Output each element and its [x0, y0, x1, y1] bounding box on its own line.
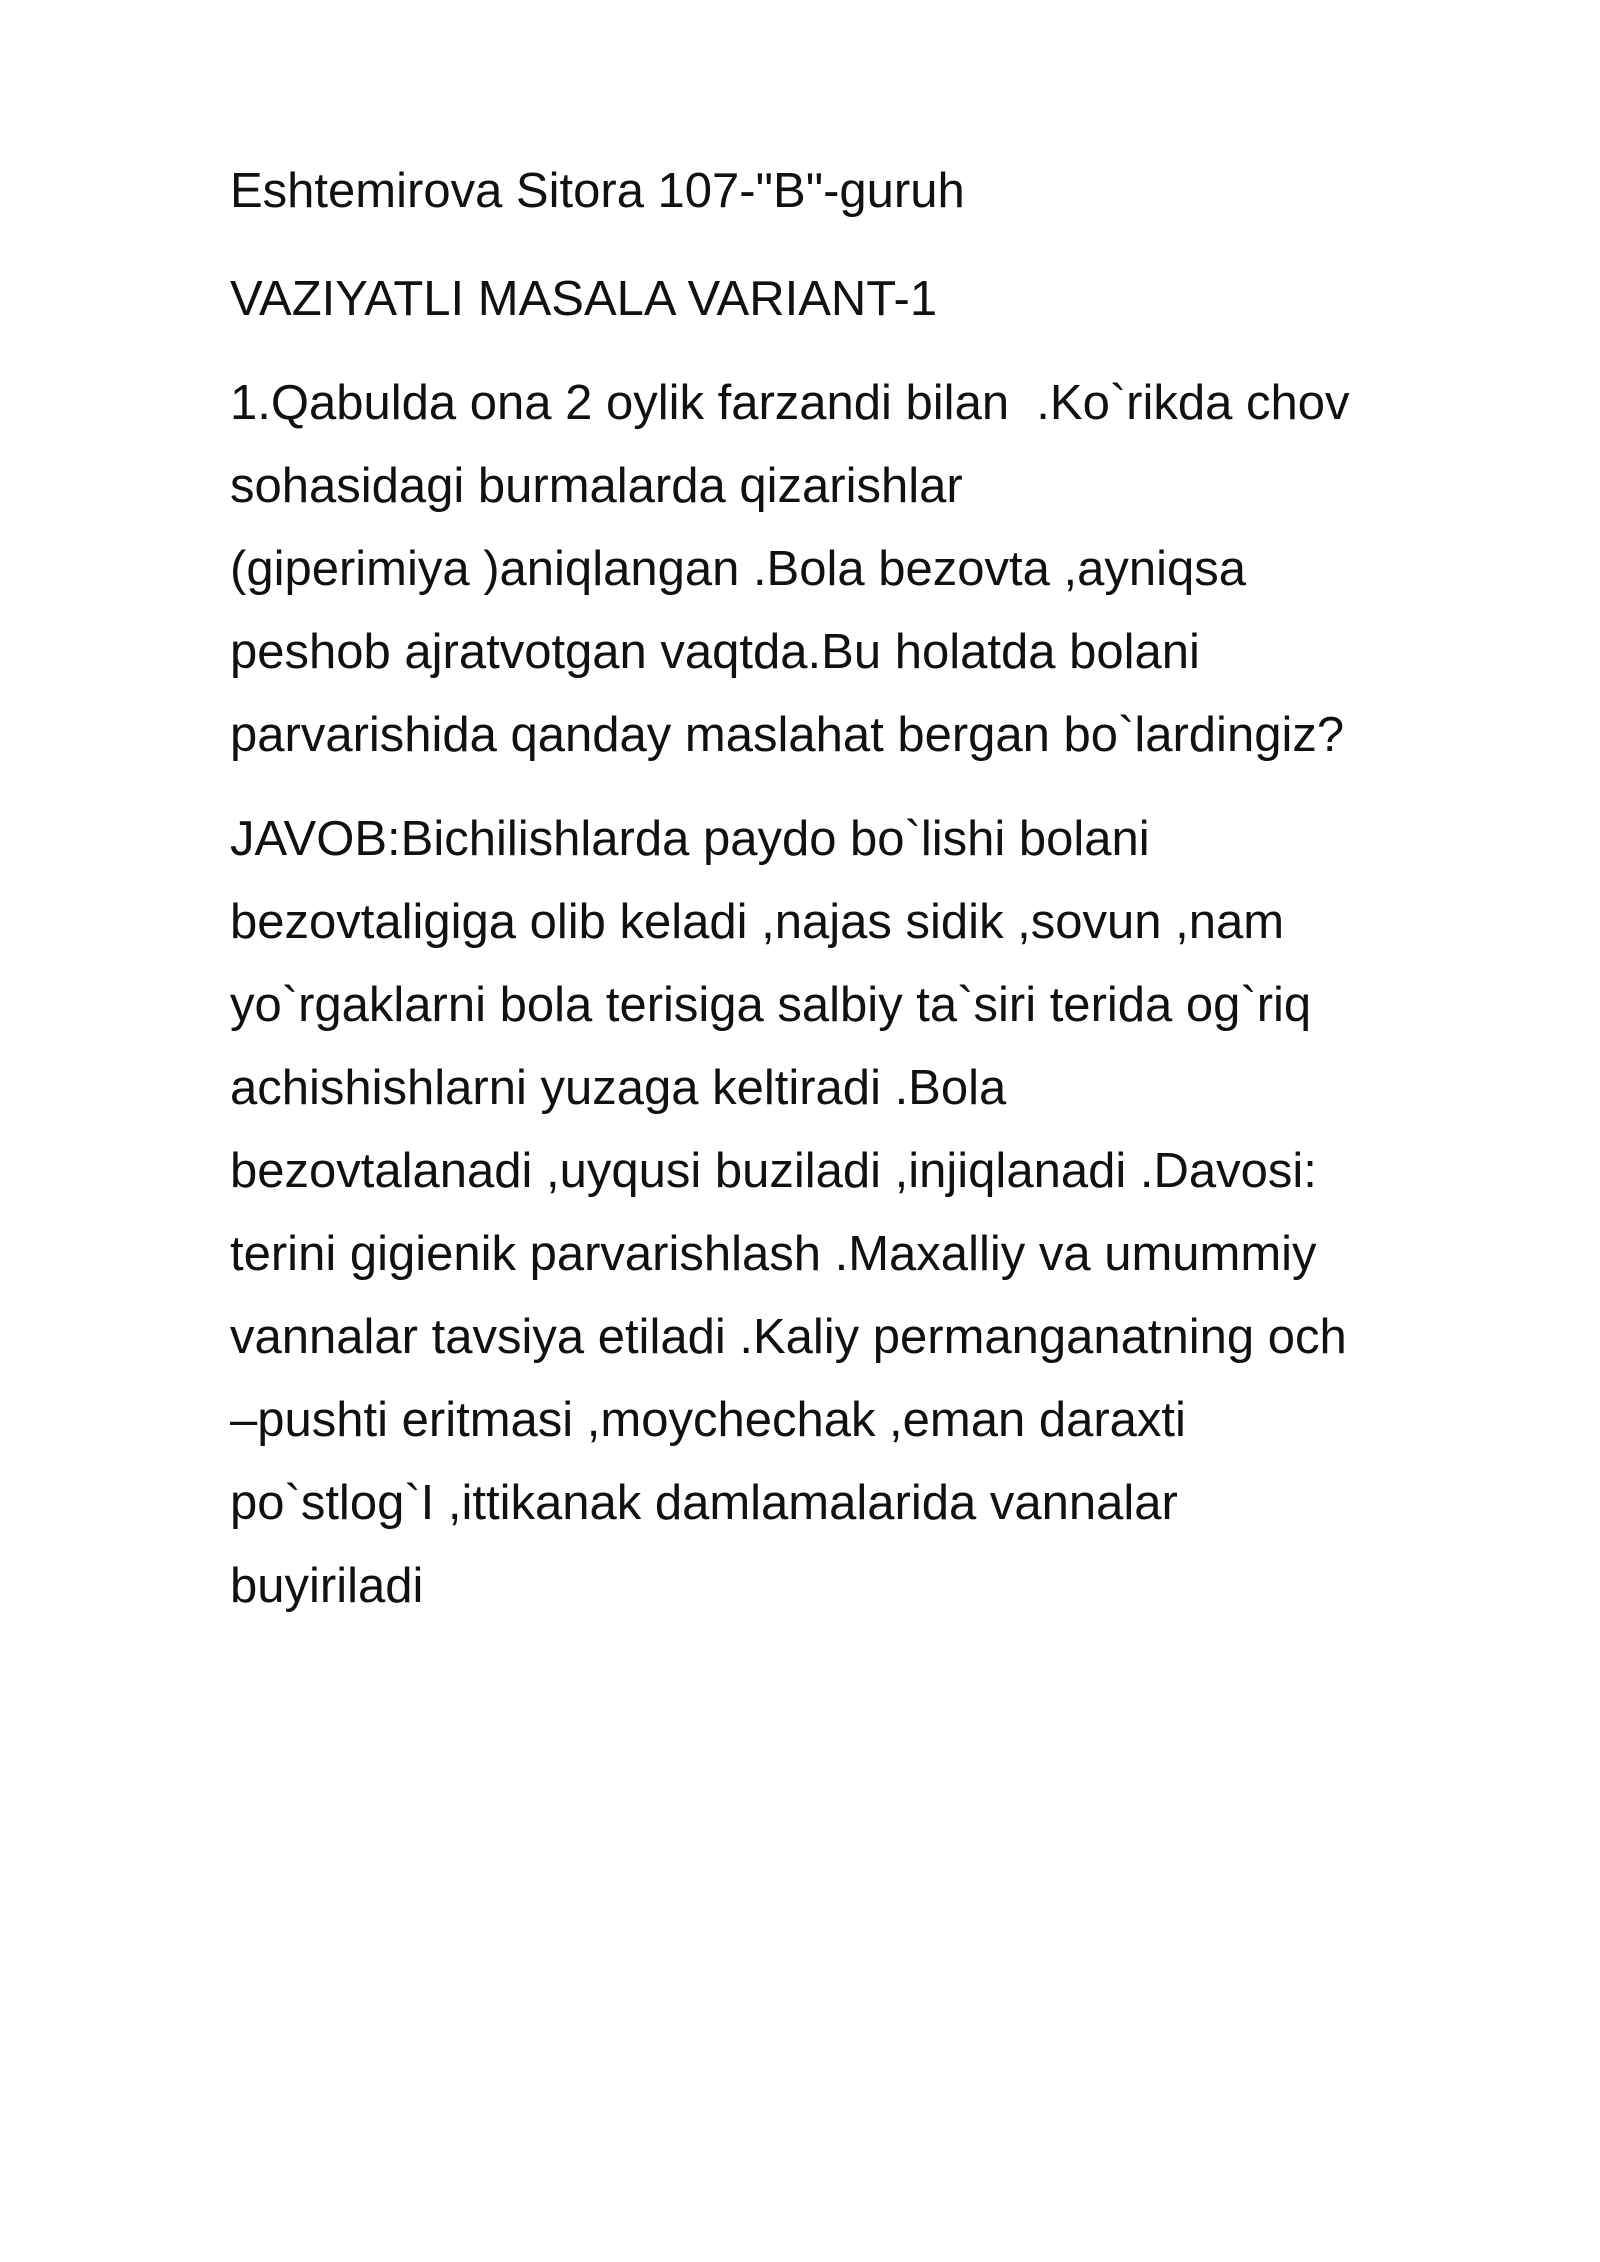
question-line: 1.Qabulda ona 2 oylik farzandi bilan .Ko`rikda chov [230, 376, 1350, 430]
answer-line: terini gigienik parvarishlash .Maxalliy va umummiy [230, 1227, 1317, 1281]
student-name-line [230, 150, 1510, 233]
question-line: parvarishida qanday maslahat bergan bo`lardingiz? [230, 708, 1345, 762]
answer-line: achishishlarni yuzaga keltiradi .Bola [230, 1061, 1007, 1115]
task-title-text: VAZIYATLI MASALA VARIANT-1 [230, 272, 938, 326]
question-paragraph [230, 362, 1510, 777]
question-line: (giperimiya )aniqlangan .Bola bezovta ,ayniqsa [230, 542, 1246, 596]
answer-paragraph [230, 798, 1510, 1628]
task-title [230, 258, 1510, 341]
answer-line: bezovtaligiga olib keladi ,najas sidik ,sovun ,nam [230, 895, 1285, 949]
answer-line: bezovtalanadi ,uyqusi buziladi ,injiqlanadi .Davosi: [230, 1144, 1317, 1198]
student-name-text: Eshtemirova Sitora 107-"B"-guruh [230, 164, 965, 218]
document-body [230, 150, 1510, 1628]
answer-line: JAVOB:Bichilishlarda paydo bo`lishi bolani [230, 812, 1150, 866]
answer-line: vannalar tavsiya etiladi .Kaliy permanganatning och [230, 1310, 1347, 1364]
answer-line: –pushti eritmasi ,moychechak ,eman daraxti [230, 1393, 1186, 1447]
answer-line: po`stlog`I ,ittikanak damlamalarida vannalar [230, 1476, 1178, 1530]
answer-line: buyiriladi [230, 1559, 424, 1613]
question-line: peshob ajratvotgan vaqtda.Bu holatda bolani [230, 625, 1200, 679]
question-line: sohasidagi burmalarda qizarishlar [230, 459, 963, 513]
answer-line: yo`rgaklarni bola terisiga salbiy ta`siri terida og`riq [230, 978, 1312, 1032]
